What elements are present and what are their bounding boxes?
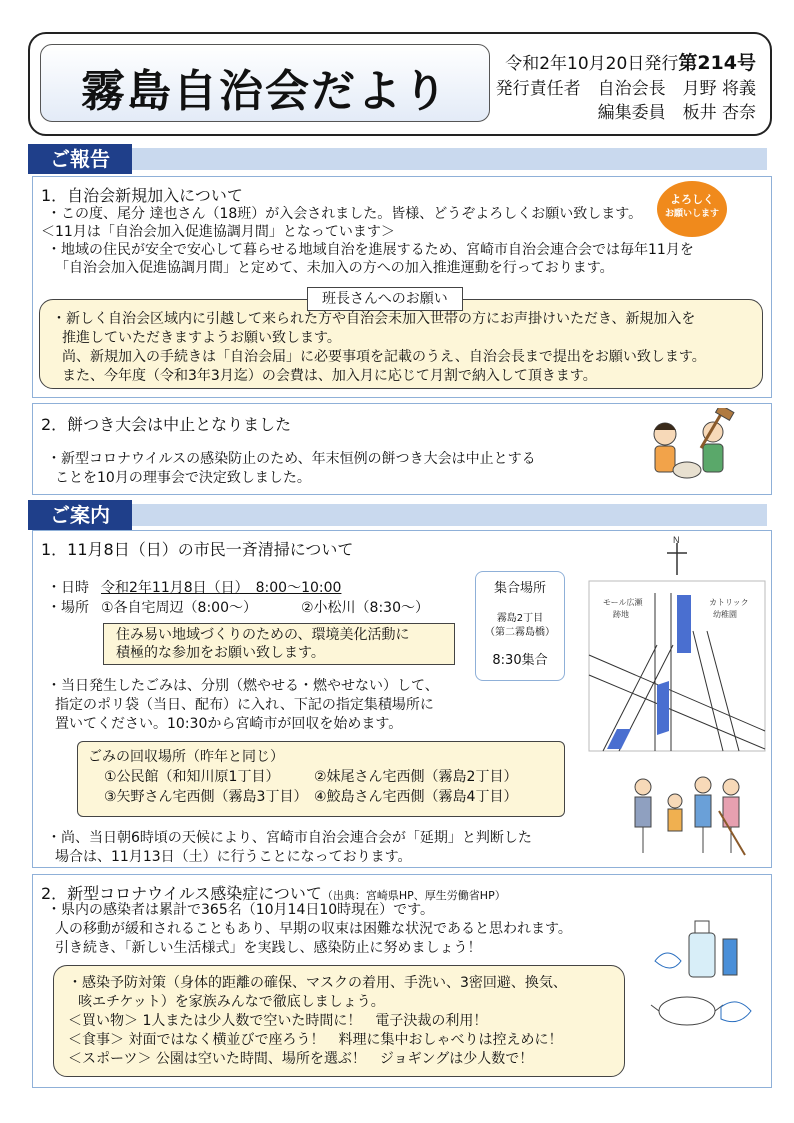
- request-line: 推進していただきますようお願い致します。: [62, 330, 341, 346]
- collection-site: ③矢野さん宅西側（霧島3丁目）: [104, 789, 308, 805]
- collection-site: ②妹尾さん宅西側（霧島2丁目）: [314, 769, 518, 785]
- collection-box: [77, 741, 565, 817]
- place-label: ・場所: [47, 600, 89, 616]
- prevention-line: ＜買い物＞ 1人または少人数で空いた時間に！ 電子決裁の利用！: [68, 1013, 488, 1029]
- leader-request-badge: 班長さんへのお願い: [307, 287, 463, 311]
- new-member-heading: 1．自治会新規加入について: [41, 186, 243, 205]
- request-line: ・新しく自治会区域内に引越して来られた方や自治会未加入世帯の方にお声掛けいただき、新規加入を: [52, 311, 696, 327]
- collection-site: ④鮫島さん宅西側（霧島4丁目）: [314, 789, 518, 805]
- note-line: 住み易い地域づくりのための、環境美化活動に: [116, 627, 410, 643]
- newsletter-title: 霧島自治会だより: [81, 66, 449, 117]
- place-value: ①各自宅周辺（8:00～）: [101, 600, 257, 616]
- report-banner-label: ご報告: [28, 144, 132, 174]
- map-label: カトリック: [709, 598, 749, 607]
- issue-date: 令和2年10月20日発行: [505, 54, 679, 74]
- note-line: 積極的な参加をお願い致します。: [116, 645, 325, 661]
- covid-line: 引き続き、「新しい生活様式」を実践し、感染防止に努めましょう！: [55, 940, 482, 956]
- mochi-event-panel: [32, 403, 772, 495]
- promotion-desc-line: 「自治会加入促進協調月間」と定めて、未加入の方への加入推進運動を行っております。: [55, 260, 614, 276]
- greeting-sticker: [657, 181, 727, 237]
- covid-line: ・県内の感染者は累計で365名（10月14日10時現在）です。: [47, 902, 435, 918]
- prevention-line: ・感染予防対策（身体的距離の確保、マスクの着用、手洗い、3密回避、換気、: [68, 975, 567, 991]
- postpone-line: 場合は、11月13日（土）に行うことになっております。: [55, 849, 412, 865]
- meeting-title: 集合場所: [493, 581, 546, 596]
- prevention-line: 咳エチケット）を家族みんなで徹底しましょう。: [78, 994, 385, 1010]
- prevention-line: ＜食事＞ 対面ではなく横並びで座ろう！ 料理に集中おしゃべりは控えめに！: [68, 1032, 563, 1048]
- title-box: [40, 44, 490, 122]
- covid-heading-text: 2．新型コロナウイルス感染症について: [41, 884, 322, 903]
- map-road: [677, 595, 691, 653]
- date-label: ・日時: [47, 580, 89, 596]
- new-member-panel: [32, 176, 772, 398]
- sticker-text: お願いします: [664, 209, 719, 219]
- covid-source: （出典：宮崎県HP、厚生労働省HP）: [321, 889, 506, 902]
- meeting-map: [573, 535, 769, 757]
- handwash-illustration: [647, 915, 757, 1045]
- prevention-box: [53, 965, 625, 1077]
- map-label: 幼稚園: [713, 610, 737, 619]
- collection-title: ごみの回収場所（昨年と同じ）: [88, 749, 284, 765]
- mochi-pounding-illustration: [637, 408, 737, 488]
- info-banner-label: ご案内: [28, 500, 132, 530]
- meeting-place: 霧島2丁目: [496, 613, 544, 624]
- leader-request-box: [39, 299, 763, 389]
- collection-site: ①公民館（和知川原1丁目）: [104, 769, 280, 785]
- place-value: ②小松川（8:30～）: [301, 600, 429, 616]
- covid-panel: [32, 874, 772, 1088]
- map-label: 跡地: [613, 610, 629, 619]
- request-line: また、今年度（令和3年3月迄）の会費は、加入月に応じて月割で納入して頂きます。: [62, 368, 597, 384]
- newsletter-header: [28, 32, 772, 136]
- date-value: 令和2年11月8日（日） 8:00～10:00: [101, 580, 342, 596]
- map-north-label: N: [673, 535, 680, 545]
- editor-line: 編集委員 板井 杏奈: [597, 103, 756, 123]
- meeting-time: 8:30集合: [492, 653, 548, 668]
- cleanup-family-illustration: [623, 771, 753, 861]
- cleanup-heading: 1．11月8日（日）の市民一斉清掃について: [41, 540, 354, 559]
- garbage-line: 指定のポリ袋（当日、配布）に入れ、下記の指定集積場所に: [55, 697, 434, 713]
- meeting-place: （第二霧島橋）: [485, 627, 555, 638]
- publisher-line: 発行責任者 自治会長 月野 将義: [495, 79, 756, 99]
- info-banner: [28, 504, 767, 526]
- promotion-month-line: ＜11月は「自治会加入促進協調月間」となっています＞: [41, 224, 395, 240]
- promotion-desc-line: ・地域の住民が安全で安心して暮らせる地域自治を進展するため、宮崎市自治会連合会では毎年11月を: [47, 242, 694, 258]
- cleanup-panel: [32, 530, 772, 868]
- report-banner: [28, 148, 767, 170]
- meeting-place-box: [475, 571, 565, 681]
- garbage-line: ・当日発生したごみは、分別（燃やせる・燃やせない）して、: [47, 678, 439, 694]
- issue-number: 第214号: [678, 52, 756, 74]
- request-line: 尚、新規加入の手続きは「自治会届」に必要事項を記載のうえ、自治会長まで提出をお願い致します。: [62, 349, 706, 365]
- mochi-line: ことを10月の理事会で決定致しました。: [55, 470, 311, 486]
- postpone-line: ・尚、当日朝6時頃の天候により、宮崎市自治会連合会が「延期」と判断した: [47, 830, 532, 846]
- map-road: [657, 681, 669, 735]
- mochi-heading: 2．餅つき大会は中止となりました: [41, 415, 292, 434]
- cleanup-note-box: [103, 623, 455, 665]
- map-label: モール広瀬: [603, 598, 643, 607]
- issue-info: [505, 48, 756, 75]
- mochi-line: ・新型コロナウイルスの感染防止のため、年末恒例の餅つき大会は中止とする: [47, 451, 536, 467]
- garbage-line: 置いてください。10:30から宮崎市が回収を始めます。: [55, 716, 403, 732]
- covid-line: 人の移動が緩和されることもあり、早期の収束は困難な状況であると思われます。: [55, 921, 572, 937]
- sticker-text: よろしく: [670, 193, 714, 206]
- prevention-line: ＜スポーツ＞ 公園は空いた時間、場所を選ぶ！ ジョギングは少人数で！: [68, 1051, 534, 1067]
- new-member-line: ・この度、尾分 達也さん（18班）が入会されました。皆様、どうぞよろしくお願い致します。: [47, 206, 643, 222]
